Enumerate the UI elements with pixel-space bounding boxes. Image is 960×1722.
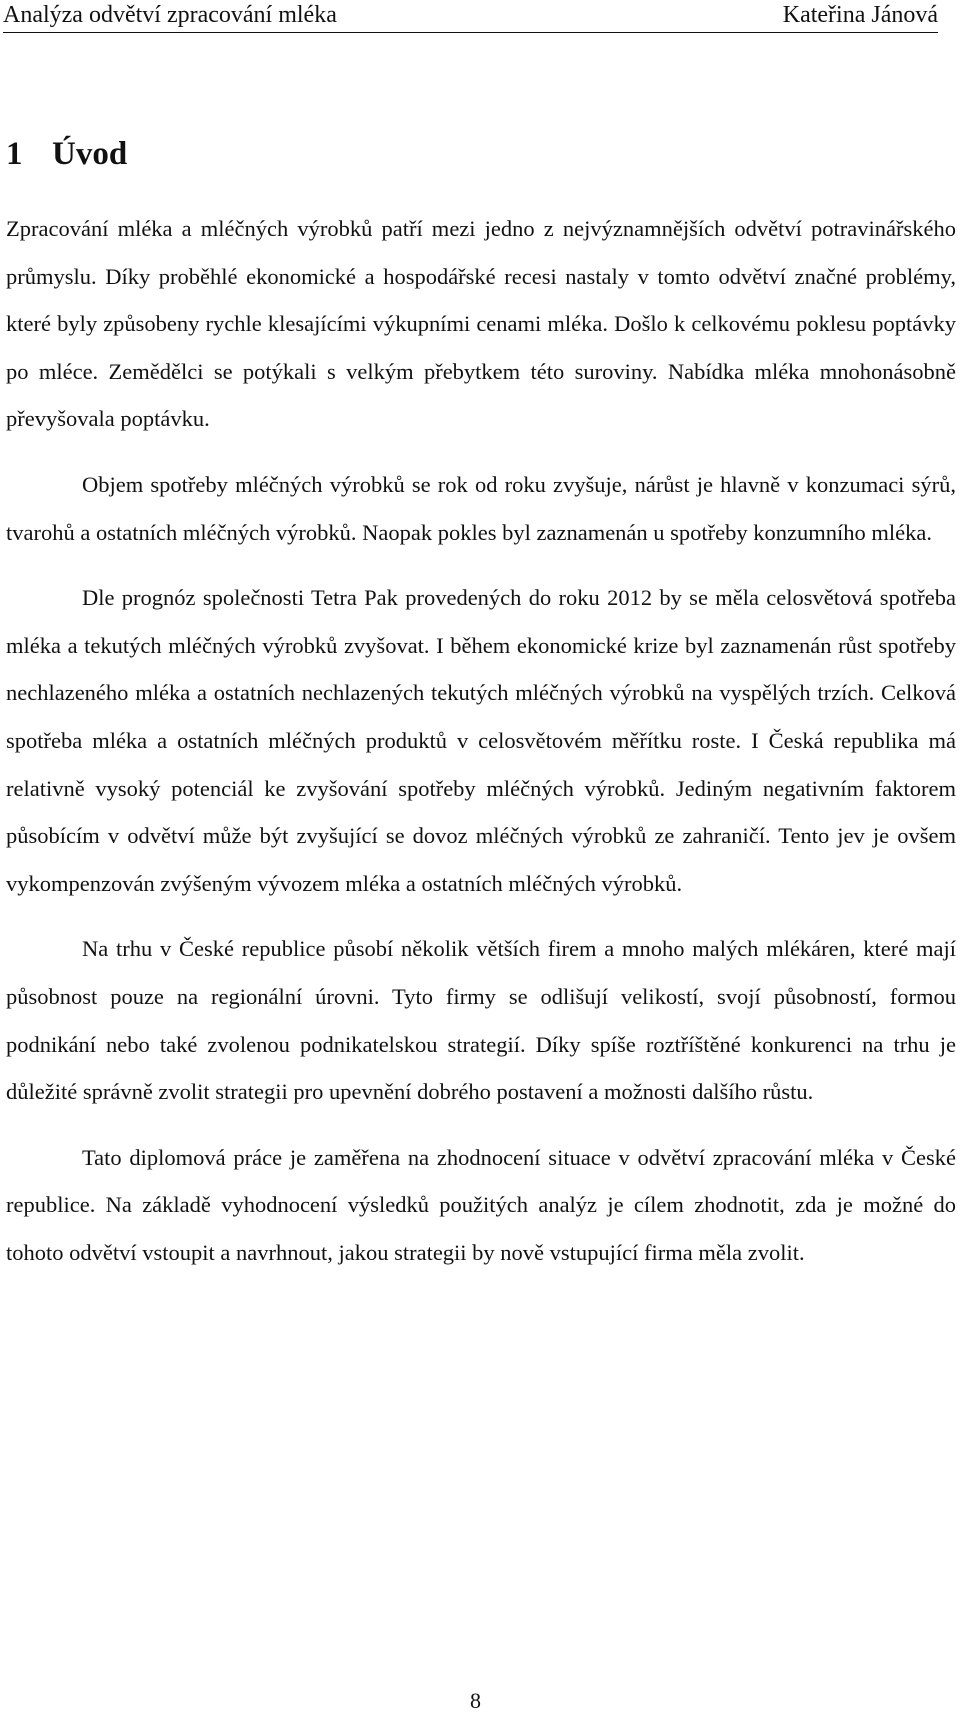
paragraph-1: Zpracování mléka a mléčných výrobků patří mezi jedno z nejvýznamnějších odvětví potravinářského průmyslu. Díky proběhlé ekonomické a hospodářské recesi nastaly v tomto odvětví značné problémy, které byly způsobeny rychle klesajícími výkupními cenami mléka. Došlo k celkovému poklesu poptávky po mléce. Zemědělci se potýkali s velkým přebytkem této suroviny. Nabídka mléka mnohonásobně převyšovala poptávku. bbox=[6, 216, 956, 432]
page-header bbox=[3, 0, 938, 33]
paragraph-3: Dle prognóz společnosti Tetra Pak provedených do roku 2012 by se měla celosvětová spotřeba mléka a tekutých mléčných výrobků zvyšovat. I během ekonomické krize byl zaznamenán růst spotřeby nechlazeného mléka a ostatních nechlazených tekutých mléčných výrobků na vyspělých trzích. Celková spotřeba mléka a ostatních mléčných produktů v celosvětovém měřítku roste. I Česká republika má relativně vysoký potenciál ke zvyšování spotřeby mléčných výrobků. Jediným negativním faktorem působícím v odvětví může být zvyšující se dovoz mléčných výrobků ze zahraničí. Tento jev je ovšem vykompenzován zvýšeným vývozem mléka a ostatních mléčných výrobků. bbox=[6, 585, 956, 896]
paragraph-4: Na trhu v České republice působí několik větších firem a mnoho malých mlékáren, které mají působnost pouze na regionální úrovni. Tyto firmy se odlišují velikostí, svojí působností, formou podnikání nebo také zvolenou podnikatelskou strategií. Díky spíše roztříštěné konkurenci na trhu je důležité správně zvolit strategii pro upevnění dobrého postavení a možnosti dalšího růstu. bbox=[6, 936, 956, 1105]
body-text bbox=[6, 205, 956, 1294]
chapter-heading bbox=[6, 134, 127, 174]
page-number: 8 bbox=[470, 1688, 481, 1713]
chapter-number: 1 bbox=[6, 136, 23, 172]
header-author: Kateřina Jánová bbox=[782, 2, 938, 28]
paragraph-5: Tato diplomová práce je zaměřena na zhodnocení situace v odvětví zpracování mléka v České republice. Na základě vyhodnocení výsledků použitých analýz je cílem zhodnotit, zda je možné do tohoto odvětví vstoupit a navrhnout, jakou strategii by nově vstupující firma měla zvolit. bbox=[6, 1144, 956, 1265]
header-document-title: Analýza odvětví zpracování mléka bbox=[3, 2, 337, 28]
chapter-title: Úvod bbox=[52, 136, 128, 172]
paragraph-2: Objem spotřeby mléčných výrobků se rok od roku zvyšuje, nárůst je hlavně v konzumaci sýrů, tvarohů a ostatních mléčných výrobků. Naopak pokles byl zaznamenán u spotřeby konzumního mléka. bbox=[6, 471, 956, 545]
